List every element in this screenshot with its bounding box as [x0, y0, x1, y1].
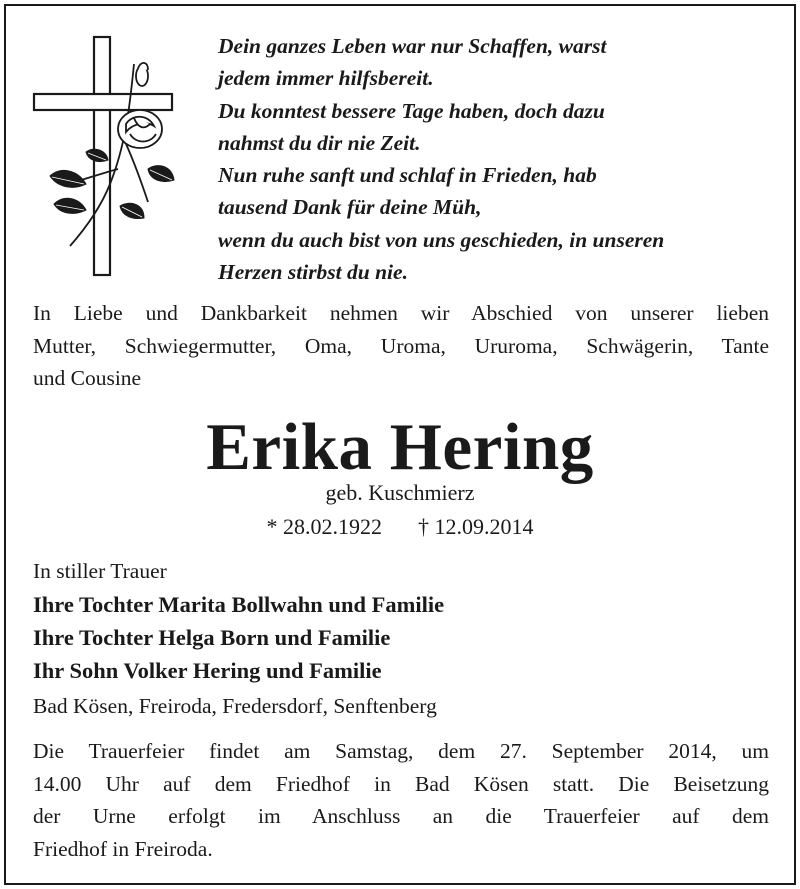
poem-line: Dein ganzes Leben war nur Schaffen, warst	[218, 34, 607, 58]
intro-line: In Liebe und Dankbarkeit nehmen wir Abschied von unserer lieben	[33, 301, 769, 325]
memorial-poem	[218, 30, 778, 288]
birth-date: * 28.02.1922	[266, 514, 382, 539]
mourner-entry: Ihre Tochter Helga Born und Familie	[33, 625, 391, 650]
death-date: † 12.09.2014	[418, 514, 534, 539]
funeral-line: Friedhof in Freiroda.	[33, 836, 213, 861]
intro-line: und Cousine	[33, 366, 142, 390]
poem-line: jedem immer hilfsbereit.	[218, 66, 434, 91]
mourner-entry: Ihr Sohn Volker Hering und Familie	[33, 658, 382, 683]
poem-line: tausend Dank für deine Müh,	[218, 195, 482, 220]
cross-with-rose-icon	[30, 34, 180, 280]
funeral-notice	[33, 735, 769, 865]
funeral-line: der Urne erfolgt im Anschluss an die Trauerfeier auf dem	[33, 804, 769, 828]
deceased-name: Erika Hering	[206, 410, 594, 484]
funeral-line: Die Trauerfeier findet am Samstag, dem 27. September 2014, um	[33, 739, 769, 763]
poem-line: wenn du auch bist von uns geschieden, in unseren	[218, 227, 665, 252]
mourner-entry: Ihre Tochter Marita Bollwahn und Familie	[33, 592, 445, 617]
farewell-intro	[33, 297, 769, 395]
poem-line: nahmst du dir nie Zeit.	[218, 130, 421, 155]
poem-line: Nun ruhe sanft und schlaf in Frieden, hab	[218, 163, 597, 188]
maiden-name: geb. Kuschmierz	[325, 480, 475, 505]
life-dates	[0, 512, 800, 542]
intro-line: Mutter, Schwiegermutter, Oma, Uroma, Ururoma, Schwägerin, Tante	[33, 333, 769, 358]
funeral-line: 14.00 Uhr auf dem Friedhof in Bad Kösen statt. Die Beisetzung	[33, 771, 769, 796]
mourner-places: Bad Kösen, Freiroda, Fredersdorf, Senftenberg	[33, 694, 437, 718]
poem-line: Herzen stirbst du nie.	[218, 260, 408, 285]
mourners-heading: In stiller Trauer	[33, 559, 167, 583]
poem-line: Du konntest bessere Tage haben, doch dazu	[218, 98, 605, 123]
